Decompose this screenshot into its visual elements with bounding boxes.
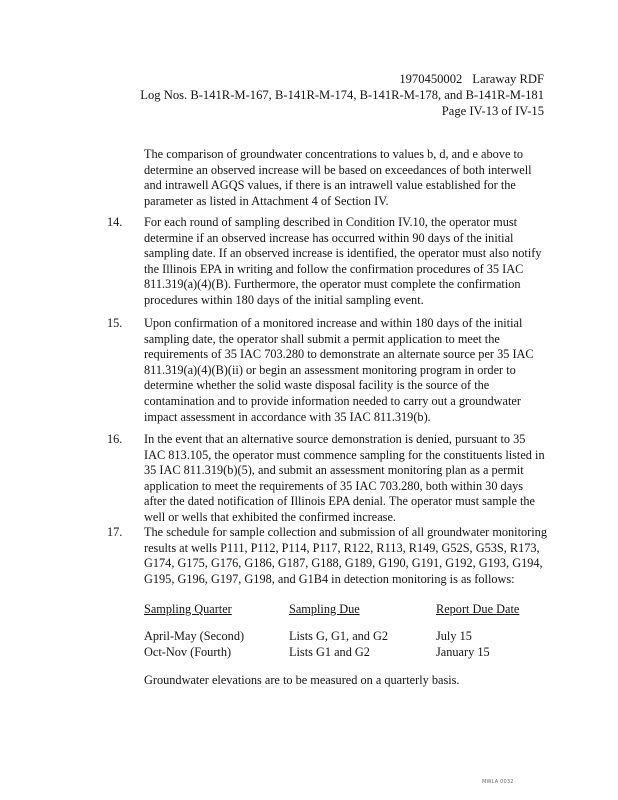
- condition-15: [107, 316, 547, 425]
- table-cell: Lists G, G1, and G2: [289, 629, 389, 644]
- condition-17: [107, 525, 547, 587]
- condition-14: [107, 215, 547, 309]
- bates-stamp: MWLA 0032: [482, 779, 514, 785]
- condition-number: 16.: [107, 432, 123, 446]
- condition-text: In the event that an alternative source demonstration is denied, pursuant to 35 IAC 813.105, the operator must commence sampling for the constituents listed in 35 IAC 811.319(b)(5), and submit an assessment monitoring plan as a permit application to meet the requirements of 35 IAC 703.280, both within 30 days after the dated notification of Illinois EPA denial. The operator must sample the well or wells that exhibited the confirmed increase.: [144, 432, 545, 524]
- condition-16: [107, 432, 547, 526]
- condition-number: 14.: [107, 215, 123, 229]
- table-header-row: [144, 602, 546, 629]
- page-header: [140, 71, 544, 120]
- condition-number: 15.: [107, 316, 123, 330]
- condition-text: For each round of sampling described in Condition IV.10, the operator must determine if an observed increase has occurred within 90 days of the initial sampling date. If an observed increase is identified, the operator must also notify the Illinois EPA in writing and follow the confirmation procedures of 35 IAC 811.319(a)(4)(B). Furthermore, the operator must complete the confirmation procedures within 180 days of the initial sampling event.: [144, 215, 542, 307]
- table-cell: July 15: [436, 629, 472, 644]
- doc-id: 1970450002: [399, 72, 463, 86]
- page-number: Page IV-13 of IV-15: [441, 104, 544, 119]
- condition-text: The schedule for sample collection and submission of all groundwater monitoring results at wells P111, P112, P114, P117, R122, R113, R149, G52S, G53S, R173, G174, G175, G176, G186, G187, G188, G189, G190, G191, G192, G193, G194, G195, G196, G197, G198, and G1B4 in detection monitoring is as follows:: [144, 525, 547, 586]
- table-cell: January 15: [436, 644, 490, 659]
- table-cell: April-May (Second): [144, 629, 245, 644]
- table-cell: Oct-Nov (Fourth): [144, 644, 232, 659]
- site-name: Laraway RDF: [472, 72, 544, 86]
- column-header: Report Due Date: [436, 602, 520, 616]
- condition-number: 17.: [107, 525, 123, 539]
- sampling-schedule-table: [144, 602, 546, 660]
- log-numbers: Log Nos. B-141R-M-167, B-141R-M-174, B-141R-M-178, and B-141R-M-181: [140, 88, 544, 103]
- intro-paragraph: The comparison of groundwater concentrations to values b, d, and e above to determine an observed increase will be based on exceedances of both interwell and intrawell AGQS values, if there is an intrawell value established for the parameter as listed in Attachment 4 of Section IV.: [144, 147, 532, 208]
- condition-text: Upon confirmation of a monitored increase and within 180 days of the initial sampling date, the operator shall submit a permit application to meet the requirements of 35 IAC 703.280 to demonstrate an alternate source per 35 IAC 811.319(a)(4)(B)(ii) or begin an assessment monitoring program in order to determine whether the solid waste disposal facility is the source of the contamination and to provide information needed to carry out a groundwater impact assessment in accordance with 35 IAC 811.319(b).: [144, 316, 534, 424]
- table-cell: Lists G1 and G2: [289, 644, 370, 659]
- table-row: [144, 629, 546, 644]
- column-header: Sampling Due: [289, 602, 360, 616]
- column-header: Sampling Quarter: [144, 602, 232, 616]
- table-row: [144, 645, 546, 660]
- header-id-line: [140, 71, 544, 87]
- elevation-note: Groundwater elevations are to be measured on a quarterly basis.: [144, 673, 460, 687]
